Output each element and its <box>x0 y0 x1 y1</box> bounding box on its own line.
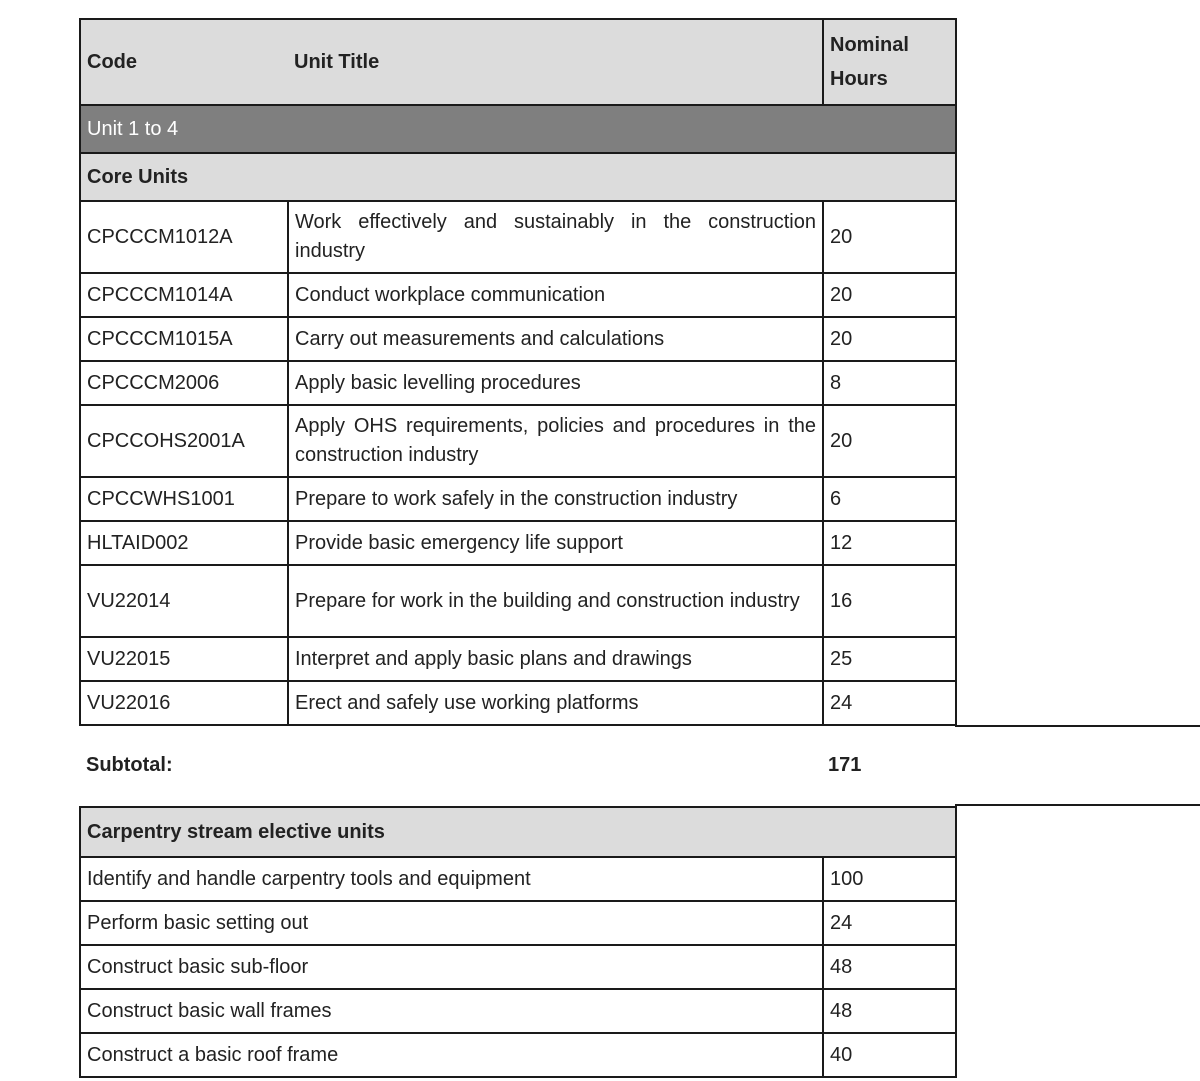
unit-code-cell: VU22014 <box>80 565 288 637</box>
elective-title-cell: Identify and handle carpentry tools and equipment <box>80 857 823 901</box>
unit-title-cell: Prepare to work safely in the construction industry <box>288 477 823 521</box>
table-row <box>80 201 956 273</box>
unit-title-cell: Erect and safely use working platforms <box>288 681 823 725</box>
unit-range-label: Unit 1 to 4 <box>80 105 956 153</box>
table-row <box>80 945 956 989</box>
elective-units-body <box>80 807 956 1077</box>
nominal-hours-cell: 48 <box>823 945 956 989</box>
header-row <box>80 19 956 105</box>
subtotal-row <box>79 754 955 784</box>
elective-title-cell: Construct basic sub-floor <box>80 945 823 989</box>
nominal-hours-cell: 20 <box>823 273 956 317</box>
unit-code-cell: CPCCOHS2001A <box>80 405 288 477</box>
nominal-hours-cell: 100 <box>823 857 956 901</box>
table-row <box>80 317 956 361</box>
code-header: Code <box>80 19 288 105</box>
table-row <box>80 901 956 945</box>
nominal-hours-header: Nominal Hours <box>823 19 956 105</box>
elective-title-cell: Construct basic wall frames <box>80 989 823 1033</box>
unit-code-cell: CPCCCM1012A <box>80 201 288 273</box>
nominal-hours-cell: 8 <box>823 361 956 405</box>
nominal-hours-cell: 48 <box>823 989 956 1033</box>
table-row <box>80 1033 956 1077</box>
unit-title-cell: Carry out measurements and calculations <box>288 317 823 361</box>
subtotal-value: 171 <box>828 754 862 776</box>
nominal-hours-cell: 20 <box>823 317 956 361</box>
nominal-hours-cell: 40 <box>823 1033 956 1077</box>
divider-line <box>955 725 1200 727</box>
unit-code-cell: CPCCCM1014A <box>80 273 288 317</box>
unit-code-cell: CPCCWHS1001 <box>80 477 288 521</box>
unit-title-cell: Apply basic levelling procedures <box>288 361 823 405</box>
elective-title-cell: Perform basic setting out <box>80 901 823 945</box>
nominal-hours-cell: 6 <box>823 477 956 521</box>
table-row <box>80 681 956 725</box>
elective-units-table <box>79 806 957 1078</box>
unit-title-cell: Provide basic emergency life support <box>288 521 823 565</box>
elective-title-cell: Construct a basic roof frame <box>80 1033 823 1077</box>
nominal-hours-cell: 25 <box>823 637 956 681</box>
unit-title-cell: Work effectively and sustainably in the construction industry <box>288 201 823 273</box>
table-row <box>80 361 956 405</box>
unit-code-cell: HLTAID002 <box>80 521 288 565</box>
unit-code-cell: VU22016 <box>80 681 288 725</box>
unit-range-band <box>80 105 956 153</box>
table-row <box>80 565 956 637</box>
nominal-hours-cell: 20 <box>823 201 956 273</box>
unit-title-cell: Apply OHS requirements, policies and procedures in the construction industry <box>288 405 823 477</box>
core-units-group-row <box>80 153 956 201</box>
table-row <box>80 405 956 477</box>
nominal-hours-cell: 12 <box>823 521 956 565</box>
unit-code-cell: VU22015 <box>80 637 288 681</box>
table-row <box>80 637 956 681</box>
table-row <box>80 521 956 565</box>
unit-title-header: Unit Title <box>288 19 823 105</box>
divider-line <box>955 804 1200 806</box>
table-row <box>80 857 956 901</box>
core-units-table <box>79 18 957 726</box>
table-row <box>80 477 956 521</box>
table-row <box>80 989 956 1033</box>
core-units-body <box>80 19 956 725</box>
unit-title-cell: Prepare for work in the building and construction industry <box>288 565 823 637</box>
nominal-hours-cell: 20 <box>823 405 956 477</box>
nominal-hours-cell: 16 <box>823 565 956 637</box>
elective-group-row <box>80 807 956 857</box>
unit-title-cell: Conduct workplace communication <box>288 273 823 317</box>
elective-group-label: Carpentry stream elective units <box>80 807 956 857</box>
subtotal-label: Subtotal: <box>86 754 173 776</box>
nominal-hours-cell: 24 <box>823 681 956 725</box>
unit-code-cell: CPCCCM1015A <box>80 317 288 361</box>
unit-code-cell: CPCCCM2006 <box>80 361 288 405</box>
nominal-hours-cell: 24 <box>823 901 956 945</box>
core-units-label: Core Units <box>80 153 956 201</box>
table-row <box>80 273 956 317</box>
unit-title-cell: Interpret and apply basic plans and drawings <box>288 637 823 681</box>
